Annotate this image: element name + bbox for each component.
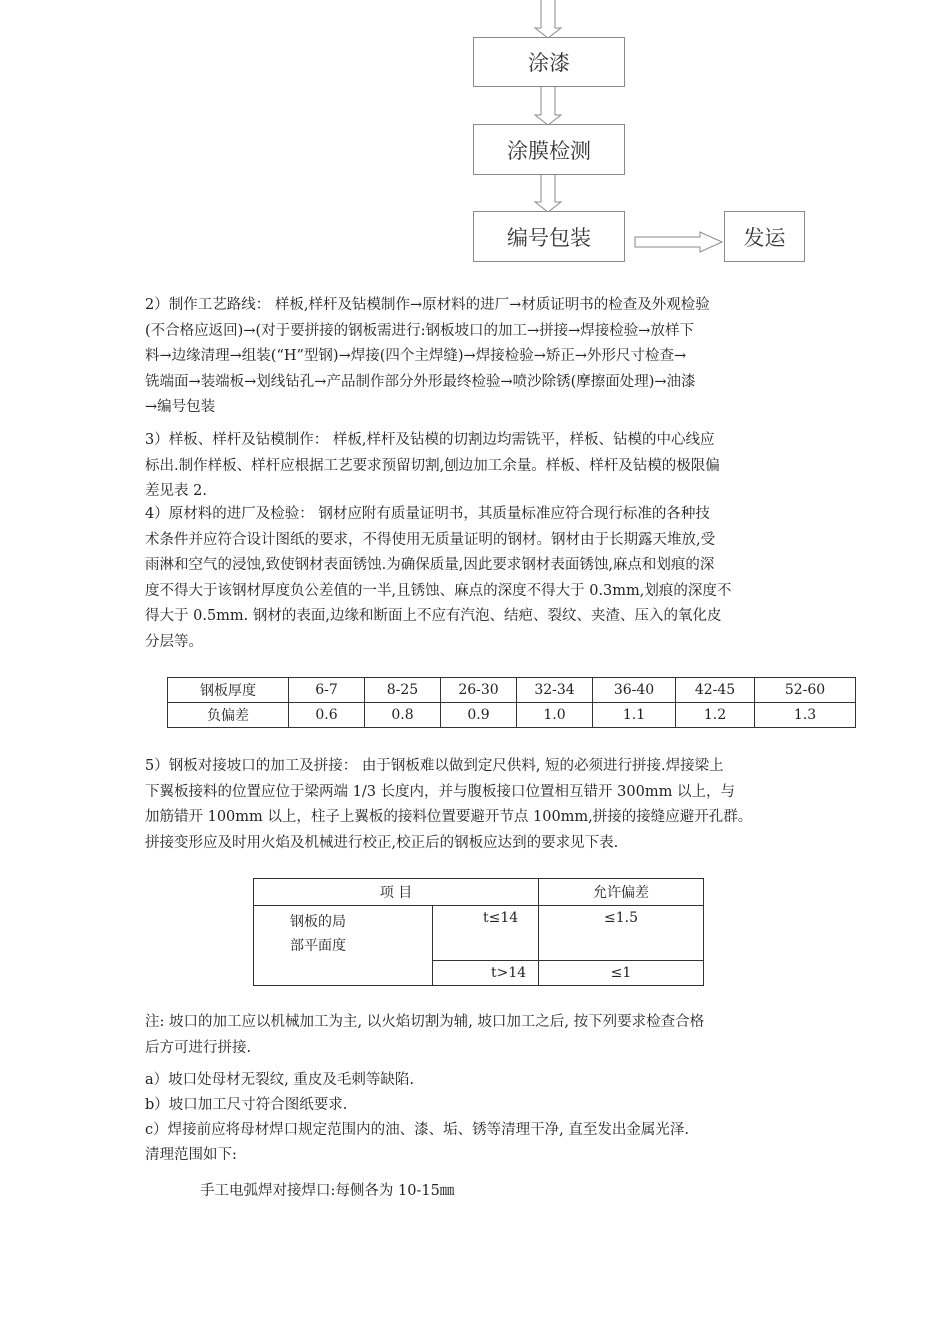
text-line: 料→边缘清理→组装(“H”型钢)→焊接(四个主焊缝)→焊接检验→矫正→外形尺寸检查→ [145,348,687,364]
text-line: 差见表 2. [145,483,207,499]
table-row-label [254,906,433,986]
flow-box-label: 编号包装 [507,225,591,250]
table-cell: 26-30 [441,678,517,703]
text-line: 注: 坡口的加工应以机械加工为主, 以火焰切割为辅, 坡口加工之后, 按下列要求检查合格 [145,1014,705,1030]
table-cell: t>14 [433,961,539,986]
notes-block [145,1009,704,1061]
thickness-tolerance-table [167,677,856,728]
section-3-templates [145,428,825,505]
list-item: b）坡口加工尺寸符合图纸要求. [145,1097,348,1113]
text-line: 手工电弧焊对接焊口:每侧各为 10-15㎜ [200,1183,455,1199]
table-header-item: 项 目 [254,879,539,906]
text-line: 2）制作工艺路线： 样板,样杆及钻模制作→原材料的进厂→材质证明书的检查及外观检验 [145,297,710,313]
text-line: 3）样板、样杆及钻模制作： 样板,样杆及钻模的切割边均需铣平，样板、钻模的中心线应 [145,432,715,448]
table-cell: 1.1 [593,703,676,728]
text-line: 4）原材料的进厂及检验： 钢材应附有质量证明书，其质量标准应符合现行标准的各种技 [145,506,710,522]
table-header-tolerance: 允许偏差 [539,879,704,906]
text-line: 雨淋和空气的浸蚀,致使钢材表面锈蚀.为确保质量,因此要求钢材表面锈蚀,麻点和划痕的深 [145,557,715,573]
table-cell: 8-25 [365,678,441,703]
table-cell: 负偏差 [168,703,289,728]
text-line: 标出.制作样板、样杆应根据工艺要求预留切割,刨边加工余量。样板、样杆及钻模的极限偏 [145,457,720,474]
table-cell: 52-60 [755,678,856,703]
table-row [254,906,704,961]
table-cell: 0.6 [289,703,365,728]
flow-box-label: 涂漆 [528,51,570,75]
flow-box-label: 涂膜检测 [507,138,591,163]
list-item: a）坡口处母材无裂纹, 重皮及毛刺等缺陷. [145,1072,414,1088]
table-cell: t≤14 [433,906,539,961]
down-arrow-icon [535,86,561,125]
down-arrow-icon [535,0,561,38]
text-line: 加筋错开 100mm 以上，柱子上翼板的接料位置要避开节点 100mm,拼接的接缝应避开孔群。 [145,809,753,825]
text-line: (不合格应返回)→(对于要拼接的钢板需进行:钢板坡口的加工→拼接→焊接检验→放样下 [145,322,694,339]
text-line: 度不得大于该钢材厚度负公差值的一半,且锈蚀、麻点的深度不得大于 0.3mm,划痕的深度不 [145,582,732,599]
text-line: 术条件并应符合设计图纸的要求，不得使用无质量证明的钢材。钢材由于长期露天堆放,受 [145,531,716,548]
table-row [168,703,856,728]
list-item: c）焊接前应将母材焊口规定范围内的油、漆、垢、锈等清理干净, 直至发出金属光泽. [145,1122,689,1138]
table-cell: 42-45 [676,678,755,703]
flow-box-label: 发运 [743,225,786,250]
right-arrow-icon [635,232,722,252]
flow-box-paint [473,37,625,87]
list-item: 清理范围如下: [145,1147,237,1163]
section-4-raw-materials [145,502,825,655]
table-cell: 0.9 [441,703,517,728]
text-line: 铣端面→装端板→划线钻孔→产品制作部分外形最终检验→喷沙除锈(摩擦面处理)→油漆 [145,373,696,390]
section-5-plate-splicing [145,754,825,856]
cleaning-range-line [200,1178,454,1204]
flow-box-coating-check [473,124,625,175]
text-line: 后方可进行拼接. [145,1040,252,1056]
text-line: 拼接变形应及时用火焰及机械进行校正,校正后的钢板应达到的要求见下表. [145,834,619,851]
table-cell: 1.3 [755,703,856,728]
flow-box-ship [724,211,805,262]
requirements-list [145,1068,689,1168]
section-2-process-route [145,293,825,421]
table-cell: 1.2 [676,703,755,728]
down-arrow-icon [535,174,561,212]
table-row [168,678,856,703]
flow-box-packing [473,211,625,262]
table-cell: ≤1.5 [539,906,704,961]
table-cell: 1.0 [517,703,593,728]
table-cell: 钢板厚度 [168,678,289,703]
row-label-line: 钢板的局 [290,914,346,930]
text-line: 5）钢板对接坡口的加工及拼接： 由于钢板难以做到定尺供料, 短的必须进行拼接.焊接梁上 [145,758,724,774]
table-cell: 6-7 [289,678,365,703]
flatness-tolerance-table [253,878,704,986]
text-line: 下翼板接料的位置应位于梁两端 1/3 长度内，并与腹板接口位置相互错开 300mm 以上，与 [145,783,735,800]
text-line: 得大于 0.5mm. 钢材的表面,边缘和断面上不应有汽泡、结疤、裂纹、夹渣、压入的氧化皮 [145,608,722,624]
table-cell: 32-34 [517,678,593,703]
table-cell: 36-40 [593,678,676,703]
text-line: 分层等。 [145,633,203,650]
table-cell: ≤1 [539,961,704,986]
table-row [254,879,704,906]
row-label-line: 部平面度 [290,938,346,954]
process-flowchart [0,0,950,270]
text-line: →编号包装 [145,399,216,415]
table-cell: 0.8 [365,703,441,728]
